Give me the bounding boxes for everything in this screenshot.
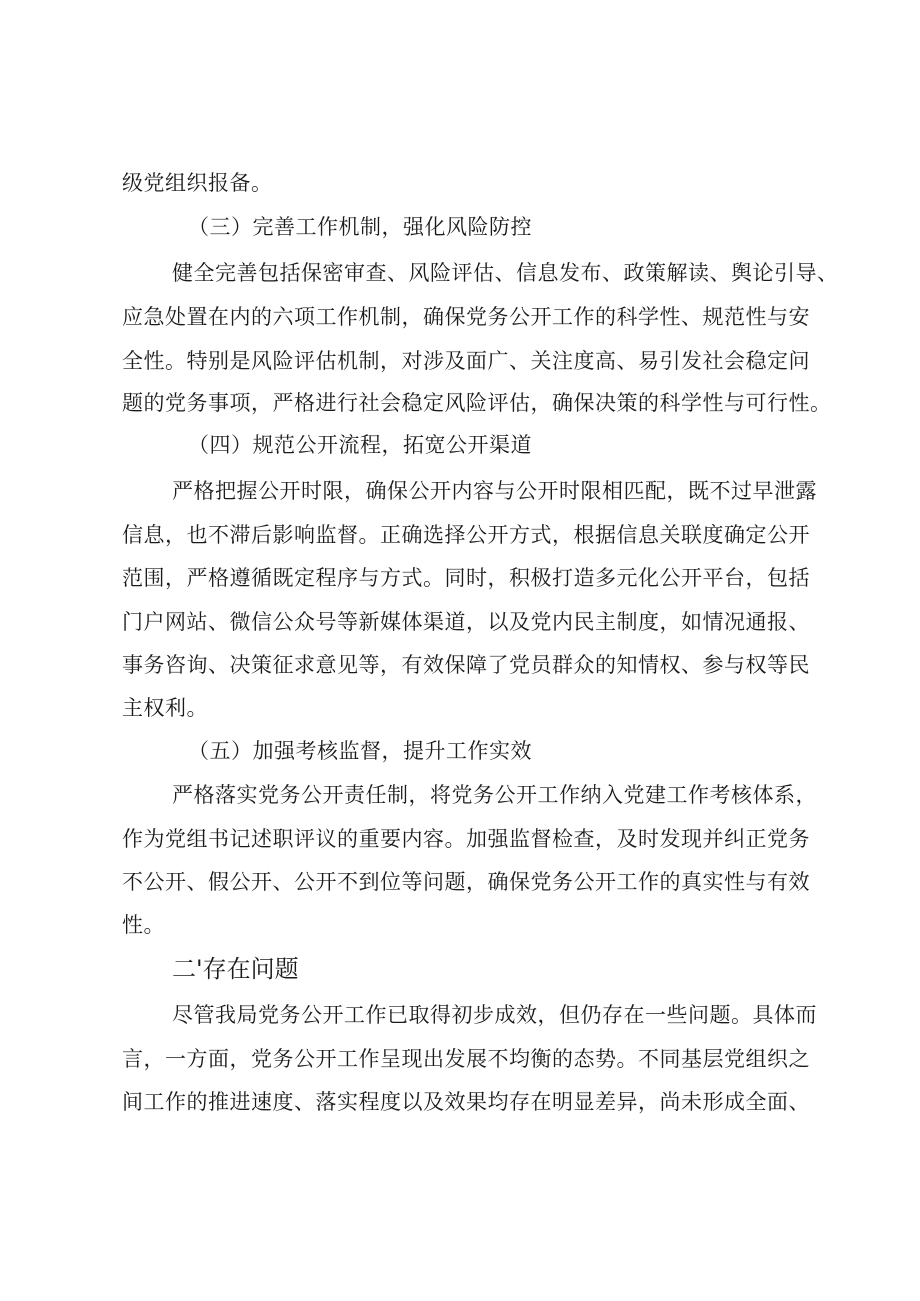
paragraph-line: 主权利。	[122, 696, 208, 720]
paragraph-line: 题的党务事项，严格进行社会稳定风险评估，确保决策的科学性与可行性。	[122, 391, 832, 415]
paragraph-line: 健全完善包括保密审查、风险评估、信息发布、政策解读、舆论引导、	[172, 261, 839, 285]
section-heading-5: （五）加强考核监督，提升工作实效	[188, 739, 532, 763]
paragraph-line: 间工作的推进速度、落实程度以及效果均存在明显差异，尚未形成全面、	[122, 1090, 810, 1114]
section-heading-4: （四）规范公开流程，拓宽公开渠道	[188, 433, 532, 457]
paragraph-line: 信息，也不滞后影响监督。正确选择公开方式，根据信息关联度确定公开	[122, 523, 810, 547]
section-heading-3: （三）完善工作机制，强化风险防控	[188, 215, 532, 239]
paragraph-line: 言，一方面，党务公开工作呈现出发展不均衡的态势。不同基层党组织之	[122, 1047, 810, 1071]
paragraph-line: 严格把握公开时限，确保公开内容与公开时限相匹配，既不过早泄露	[172, 479, 817, 503]
paragraph-line: 应急处置在内的六项工作机制，确保党务公开工作的科学性、规范性与安	[122, 305, 810, 329]
paragraph-line: 事务咨询、决策征求意见等，有效保障了党员群众的知情权、参与权等民	[122, 653, 810, 677]
paragraph-line: 尽管我局党务公开工作已取得初步成效，但仍存在一些问题。具体而	[172, 1003, 817, 1027]
paragraph-line: 不公开、假公开、公开不到位等问题，确保党务公开工作的真实性与有效	[122, 870, 810, 894]
paragraph-line: 全性。特别是风险评估机制，对涉及面广、关注度高、易引发社会稳定问	[122, 349, 810, 373]
paragraph-line: 性。	[122, 913, 165, 937]
paragraph-line: 级党组织报备。	[122, 171, 273, 195]
paragraph-line: 门户网站、微信公众号等新媒体渠道，以及党内民主制度，如情况通报、	[122, 610, 810, 634]
paragraph-line: 作为党组书记述职评议的重要内容。加强监督检查，及时发现并纠正党务	[122, 827, 810, 851]
section-heading-problems: 二'存在问题	[172, 955, 299, 983]
paragraph-line: 严格落实党务公开责任制，将党务公开工作纳入党建工作考核体系，	[172, 783, 817, 807]
paragraph-line: 范围，严格遵循既定程序与方式。同时，积极打造多元化公开平台，包括	[122, 566, 810, 590]
